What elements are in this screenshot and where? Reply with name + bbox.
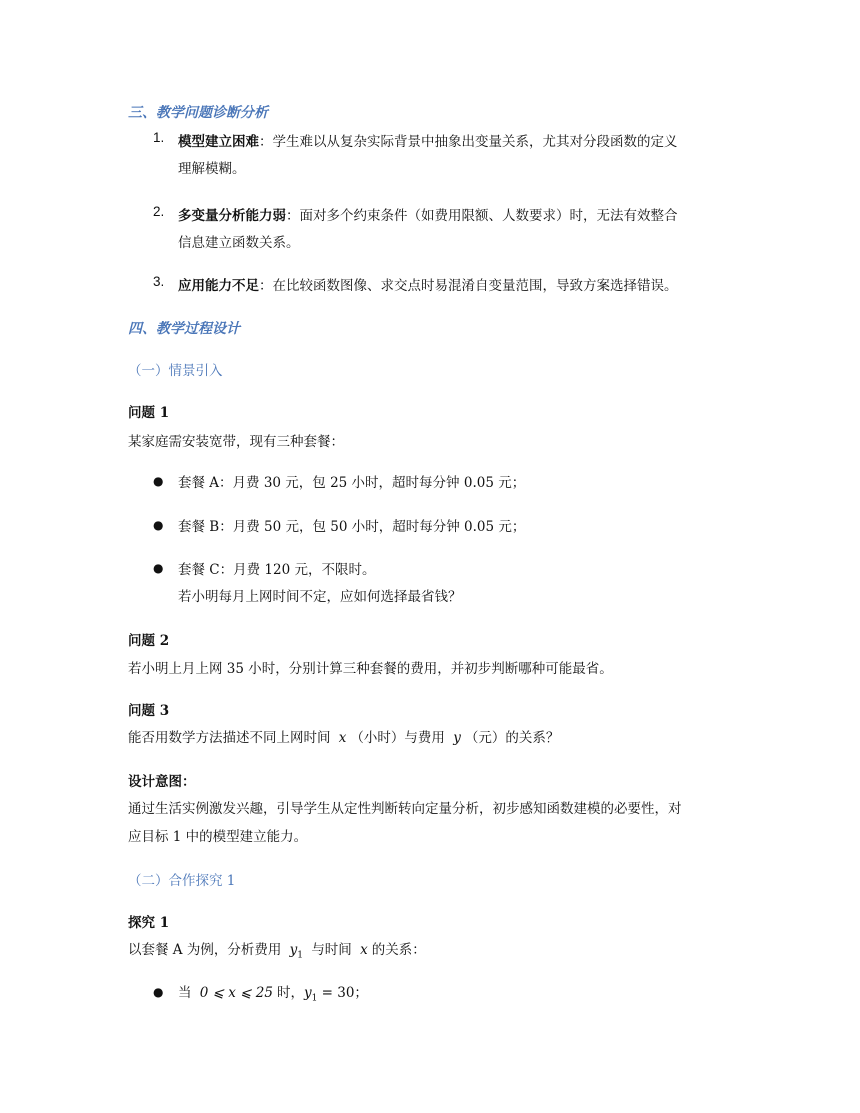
design-intent-line-2: 应目标 1 中的模型建立能力。 [128,829,308,845]
inequality: 0 ⩽ x ⩽ 25 [199,985,273,1001]
question-1-intro: 某家庭需安装宽带，现有三种套餐： [128,434,344,450]
text-segment: 能否用数学方法描述不同上网时间 [128,730,331,746]
text-segment: 与时间 [311,942,352,958]
package-b-item: 套餐 B：月费 50 元，包 50 小时，超时每分钟 0.05 元； [178,519,526,535]
subscript: 1 [297,950,304,961]
list-item-text: ：在比较函数图像、求交点时易混淆自变量范围，导致方案选择错误。 [259,278,678,294]
bullet-dot-icon: ● [153,518,164,532]
list-item-1-cont: 理解模糊。 [178,161,246,177]
section-heading-diagnosis: 三、教学问题诊断分析 [128,105,268,121]
subsection-heading-explore: （二）合作探究 1 [128,873,236,889]
question-2-title: 问题 2 [128,633,170,649]
list-number: 3. [153,274,165,289]
variable-y: y [453,730,461,746]
text-segment: 时， [276,985,304,1001]
text-segment: （小时）与费用 [350,730,445,746]
list-number: 2. [153,204,165,219]
subscript: 1 [311,993,318,1004]
list-item-text: ：面对多个约束条件（如费用限额、人数要求）时，无法有效整合 [286,208,678,224]
package-c-item: 套餐 C：月费 120 元，不限时。 [178,562,376,578]
question-1-tail: 若小明每月上网时间不定，应如何选择最省钱？ [178,589,462,605]
design-intent-title: 设计意图： [128,774,196,790]
list-item-bold: 多变量分析能力弱 [178,208,286,224]
question-3-title: 问题 3 [128,703,170,719]
question-2-text: 若小明上月上网 35 小时，分别计算三种套餐的费用，并初步判断哪种可能最省。 [128,661,613,677]
explore-1-text [128,938,426,961]
design-intent-line-1: 通过生活实例激发兴趣，引导学生从定性判断转向定量分析，初步感知函数建模的必要性，对 [128,801,682,817]
explore-1-bullet [178,981,368,1004]
list-item-1-text [178,130,678,150]
question-1-title: 问题 1 [128,405,170,421]
variable-x: x [360,942,368,958]
list-item-2-cont: 信息建立函数关系。 [178,235,300,251]
bullet-dot-icon: ● [153,561,164,575]
equation-lhs: y [303,985,312,1001]
list-item-bold: 应用能力不足 [178,278,259,294]
bullet-dot-icon: ● [153,985,164,999]
list-item-text: ：学生难以从复杂实际背景中抽象出变量关系，尤其对分段函数的定义 [259,134,678,150]
equation-rhs: = 30； [317,985,368,1001]
section-heading-process: 四、教学过程设计 [128,321,240,337]
list-item-bold: 模型建立困难 [178,134,259,150]
text-segment: （元）的关系？ [464,730,560,746]
subsection-heading-intro: （一）情景引入 [128,363,223,379]
text-segment: 的关系： [371,942,426,958]
text-segment: 当 [178,985,192,1001]
variable-y: y [289,942,298,958]
list-item-3 [153,274,164,290]
variable-x: x [338,730,347,746]
bullet-dot-icon: ● [153,474,164,488]
explore-1-title: 探究 1 [128,915,170,931]
list-item-3-text [178,274,678,294]
list-item-2-text [178,204,678,224]
text-segment: 以套餐 A 为例，分析费用 [128,942,282,958]
package-a-item: 套餐 A：月费 30 元，包 25 小时，超时每分钟 0.05 元； [178,475,526,491]
list-number: 1. [153,130,165,145]
list-item-1 [153,130,164,146]
list-item-2 [153,204,164,220]
question-3-text [128,726,559,746]
